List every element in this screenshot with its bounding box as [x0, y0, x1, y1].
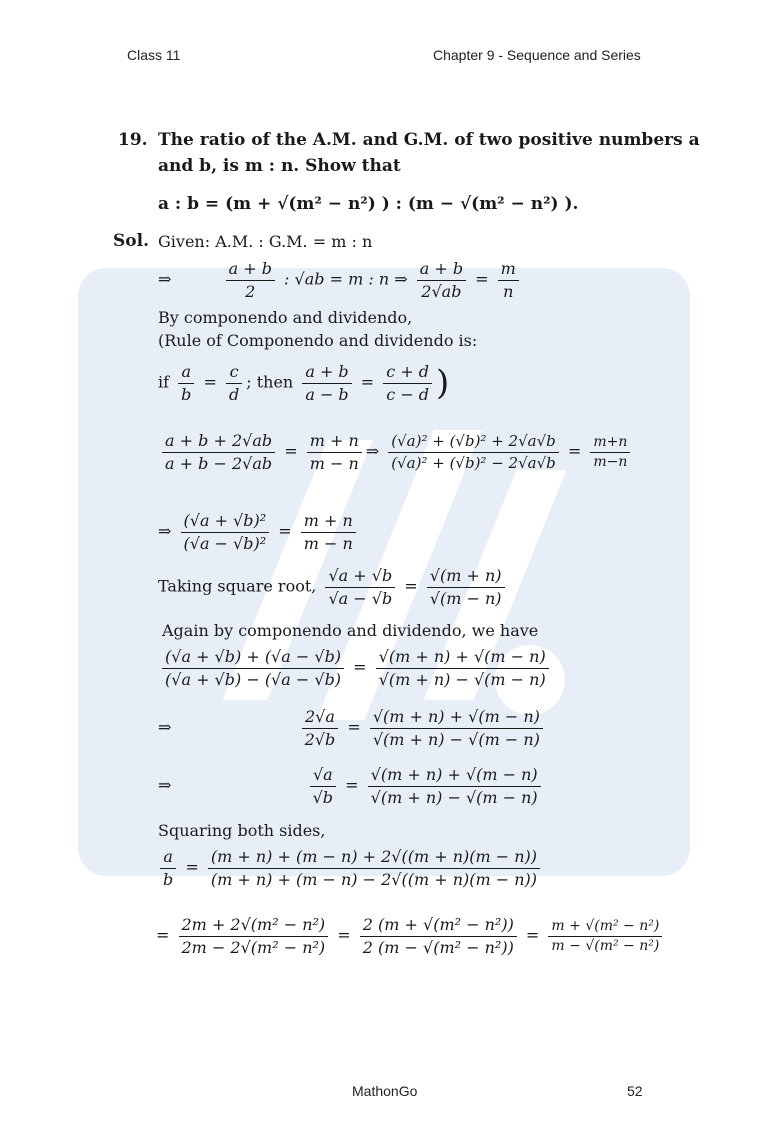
eq-8: $\frac{a}{b}$ = $\frac{(m + n) + (m - n) + 2√((m + n)(m - n))}{(m + n) + (m - n) - 2√((m + n)(m - n))}$ [156, 846, 544, 890]
fraction: $\frac{\text{(√a + √b)²}}{\text{(√a − √b)²}}$ [181, 510, 270, 554]
question-number: 19. [118, 130, 148, 150]
text-again: Again by componendo and dividendo, we have [162, 621, 539, 640]
fraction: $\frac{\text{2m + 2√(m² − n²)}}{\text{2m − 2√(m² − n²)}}$ [179, 914, 329, 958]
fraction: $\frac{a}{b}$ [178, 361, 194, 405]
fraction: $\frac{√(m + n)}{√(m - n)}$ [427, 565, 505, 609]
fraction: $\frac{a}{b}$ [160, 846, 176, 890]
fraction: $\frac{√(m + n) + √(m - n)}{√(m + n) - √(m - n)}$ [368, 764, 541, 808]
fraction: $\frac{m}{n}$ [498, 258, 519, 302]
eq-1: ⇒ $\frac{a + b}{2}$ : √ab = m : n ⇒ $\frac{a + b}{2√ab}$ = $\frac{m}{n}$ [158, 258, 523, 302]
text-componendo: By componendo and dividendo, [158, 308, 413, 327]
eq-9: = $\frac{\text{2m + 2√(m² − n²)}}{\text{2m − 2√(m² − n²)}}$ = $\frac{\text{2 (m + √(m² − n²))}}{\text{2 (m − √(m² − n²))}}$ = $\frac{\text{m + √(m² − n²)}}{\text{m − √(m² − n²)}}$ [156, 914, 666, 958]
implies-arrow: ⇒ [158, 269, 172, 289]
fraction: $\frac{a + b}{a - b}$ [302, 361, 351, 405]
fraction: $\frac{√(m + n) + √(m - n)}{√(m + n) - √(m - n)}$ [376, 646, 549, 690]
eq-6: ⇒ $\frac{2√a}{2√b}$ = $\frac{√(m + n) + √(m - n)}{√(m + n) - √(m - n)}$ [158, 706, 547, 750]
fraction: $\frac{√(m + n) + √(m - n)}{√(m + n) - √(m - n)}$ [370, 706, 543, 750]
fraction: $\frac{√a + √b}{√a - √b}$ [325, 565, 395, 609]
fraction: $\frac{(√a + √b) + (√a - √b)}{(√a + √b) - (√a - √b)}$ [162, 646, 344, 690]
question-line-1: The ratio of the A.M. and G.M. of two positive numbers a [158, 130, 700, 150]
footer-brand: MathonGo [352, 1083, 418, 1099]
fraction: $\frac{m + n}{m - n}$ [301, 510, 356, 554]
given-line: Given: A.M. : G.M. = m : n [158, 232, 373, 251]
solution-label: Sol. [113, 231, 149, 251]
eq-7: ⇒ $\frac{√a}{√b}$ = $\frac{√(m + n) + √(m - n)}{√(m + n) - √(m - n)}$ [158, 764, 545, 808]
eq-3: ⇒ $\frac{\text{(√a + √b)²}}{\text{(√a − √b)²}}$ = $\frac{m + n}{m - n}$ [158, 510, 360, 554]
question-line-2: and b, is m : n. Show that [158, 156, 401, 176]
fraction: $\frac{√a}{√b}$ [310, 764, 336, 808]
fraction: $\frac{2√a}{2√b}$ [302, 706, 339, 750]
fraction: $\frac{c + d}{c - d}$ [383, 361, 432, 405]
text-rule: (Rule of Componendo and dividendo is: [158, 331, 478, 350]
header-class: Class 11 [127, 47, 181, 63]
eq-2: $\frac{a + b + 2√ab}{a + b - 2√ab}$ = $\frac{m + n}{m - n}$ ⇒ $\frac{\text{(√a)² + (√b)² + 2√a√b}}{\text{(√a)² + (√b)² − 2√a√b}}$ = $\frac{m+n}{m-n}$ [158, 430, 634, 474]
fraction: $\frac{\text{(√a)² + (√b)² + 2√a√b}}{\text{(√a)² + (√b)² − 2√a√b}}$ [388, 431, 559, 473]
fraction: $\frac{c}{d}$ [226, 361, 242, 405]
eq-5: $\frac{(√a + √b) + (√a - √b)}{(√a + √b) - (√a - √b)}$ = $\frac{√(m + n) + √(m - n)}{√(m + n) - √(m - n)}$ [158, 646, 553, 690]
fraction: $\frac{m+n}{m-n}$ [590, 433, 630, 472]
fraction: $\frac{(m + n) + (m - n) + 2√((m + n)(m - n))}{(m + n) + (m - n) - 2√((m + n)(m - n))}$ [208, 846, 540, 890]
header-chapter: Chapter 9 - Sequence and Series [433, 47, 641, 63]
question-statement: a : b = (m + √(m² − n²) ) : (m − √(m² − n²) ). [158, 194, 579, 214]
fraction: $\frac{\text{2 (m + √(m² − n²))}}{\text{2 (m − √(m² − n²))}}$ [360, 914, 517, 958]
fraction: $\frac{a + b}{2√ab}$ [417, 258, 466, 302]
fraction: $\frac{\text{m + √(m² − n²)}}{\text{m − √(m² − n²)}}$ [548, 917, 662, 956]
page-number: 52 [627, 1083, 643, 1099]
fraction: $\frac{a + b}{2}$ [226, 258, 275, 302]
fraction: $\frac{a + b + 2√ab}{a + b - 2√ab}$ [162, 430, 275, 474]
eq-rule: if $\frac{a}{b}$ = $\frac{c}{d}$ ; then $\frac{a + b}{a - b}$ = $\frac{c + d}{c - d}$ ) [158, 362, 450, 404]
fraction: $\frac{m + n}{m - n}$ [307, 430, 362, 474]
text-squaring: Squaring both sides, [158, 821, 326, 840]
eq-4: Taking square root, $\frac{√a + √b}{√a - √b}$ = $\frac{√(m + n)}{√(m - n)}$ [158, 565, 509, 609]
